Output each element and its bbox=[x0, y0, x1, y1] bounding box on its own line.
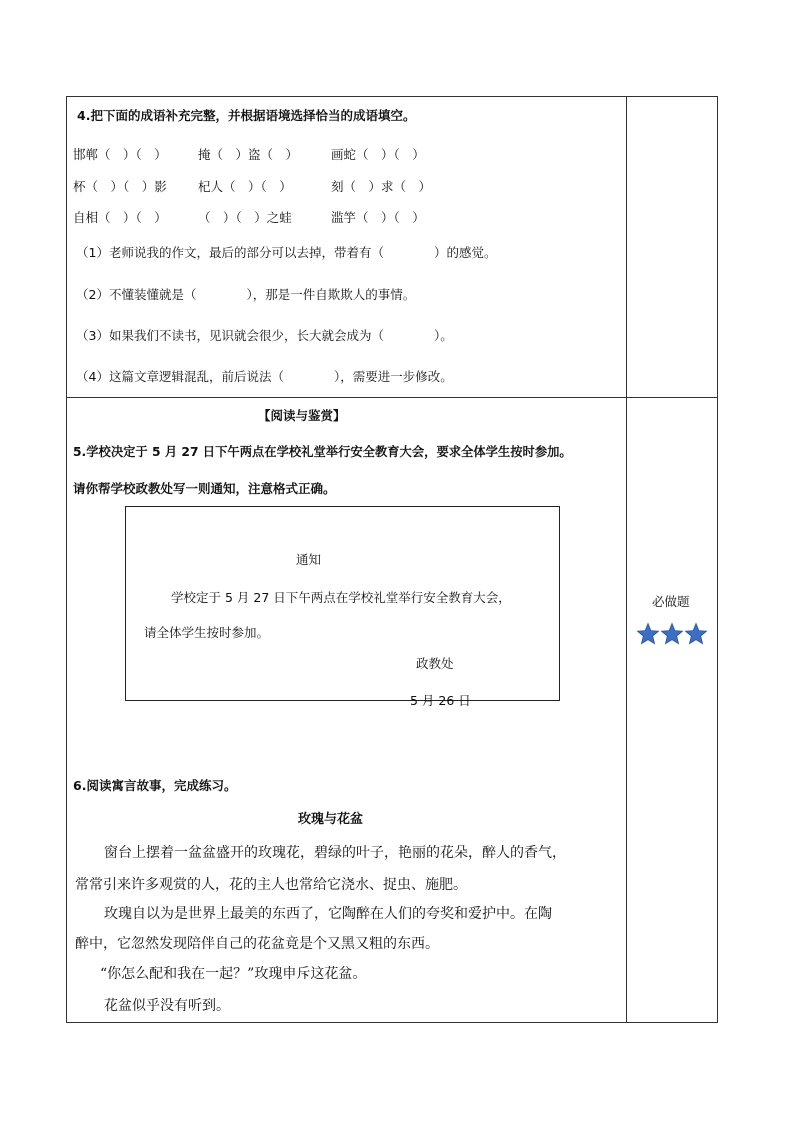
star-icon bbox=[660, 622, 684, 646]
notice-signature: 政教处 bbox=[416, 656, 454, 671]
idiom-item: 杞人（ ）（ ） bbox=[198, 179, 292, 194]
story-title: 玫瑰与花盆 bbox=[298, 812, 364, 827]
column-divider bbox=[626, 96, 627, 1023]
q5-prompt-line1: 5.学校决定于 5 月 27 日下午两点在学校礼堂举行安全教育大会，要求全体学生按时参加。 bbox=[73, 445, 572, 459]
notice-title: 通知 bbox=[296, 552, 322, 567]
q4-sentence-3: （3）如果我们不读书，见识就会很少，长大就会成为（ ）。 bbox=[76, 328, 453, 343]
star-rating bbox=[636, 622, 708, 646]
idiom-item: 杯（ ）（ ）影 bbox=[73, 179, 167, 194]
required-label: 必做题 bbox=[652, 594, 690, 609]
section-title: 【阅读与鉴赏】 bbox=[258, 408, 346, 423]
idiom-item: 滥竽（ ）（ ） bbox=[331, 210, 425, 225]
idiom-item: 掩（ ）盗（ ） bbox=[198, 147, 299, 162]
idiom-item: 画蛇（ ）（ ） bbox=[331, 147, 425, 162]
q4-title: 4.把下面的成语补充完整，并根据语境选择恰当的成语填空。 bbox=[77, 108, 416, 123]
notice-date: 5 月 26 日 bbox=[410, 693, 471, 708]
q5-prompt-line2: 请你帮学校政教处写一则通知，注意格式正确。 bbox=[73, 481, 336, 496]
story-line: 花盆似乎没有听到。 bbox=[104, 998, 230, 1014]
star-icon bbox=[684, 622, 708, 646]
story-line: 常常引来许多观赏的人，花的主人也常给它浇水、捉虫、施肥。 bbox=[75, 877, 467, 893]
story-line: “你怎么配和我在一起？”玫瑰申斥这花盆。 bbox=[100, 966, 367, 982]
q4-sentence-1: （1）老师说我的作文，最后的部分可以去掉，带着有（ ）的感觉。 bbox=[76, 245, 497, 260]
notice-body-line1: 学校定于 5 月 27 日下午两点在学校礼堂举行安全教育大会， bbox=[171, 590, 511, 605]
q4-sentence-2: （2）不懂装懂就是（ ），那是一件自欺欺人的事情。 bbox=[76, 287, 416, 302]
star-icon bbox=[636, 622, 660, 646]
idiom-item: 自相（ ）（ ） bbox=[73, 210, 167, 225]
notice-body-line2: 请全体学生按时参加。 bbox=[144, 625, 270, 640]
q4-sentence-4: （4）这篇文章逻辑混乱，前后说法（ ），需要进一步修改。 bbox=[76, 369, 453, 384]
idiom-item: 刻（ ）求（ ） bbox=[331, 179, 432, 194]
idiom-item: 邯郸（ ）（ ） bbox=[73, 147, 167, 162]
idiom-item: （ ）（ ）之蛙 bbox=[198, 210, 292, 225]
story-line: 玫瑰自以为是世界上最美的东西了，它陶醉在人们的夸奖和爱护中。在陶 bbox=[104, 906, 552, 922]
q6-title: 6.阅读寓言故事，完成练习。 bbox=[73, 778, 237, 793]
row-divider bbox=[66, 397, 718, 398]
story-line: 醉中，它忽然发现陪伴自己的花盆竟是个又黑又粗的东西。 bbox=[75, 936, 439, 952]
story-line: 窗台上摆着一盆盆盛开的玫瑰花，碧绿的叶子，艳丽的花朵，醉人的香气， bbox=[104, 845, 566, 861]
